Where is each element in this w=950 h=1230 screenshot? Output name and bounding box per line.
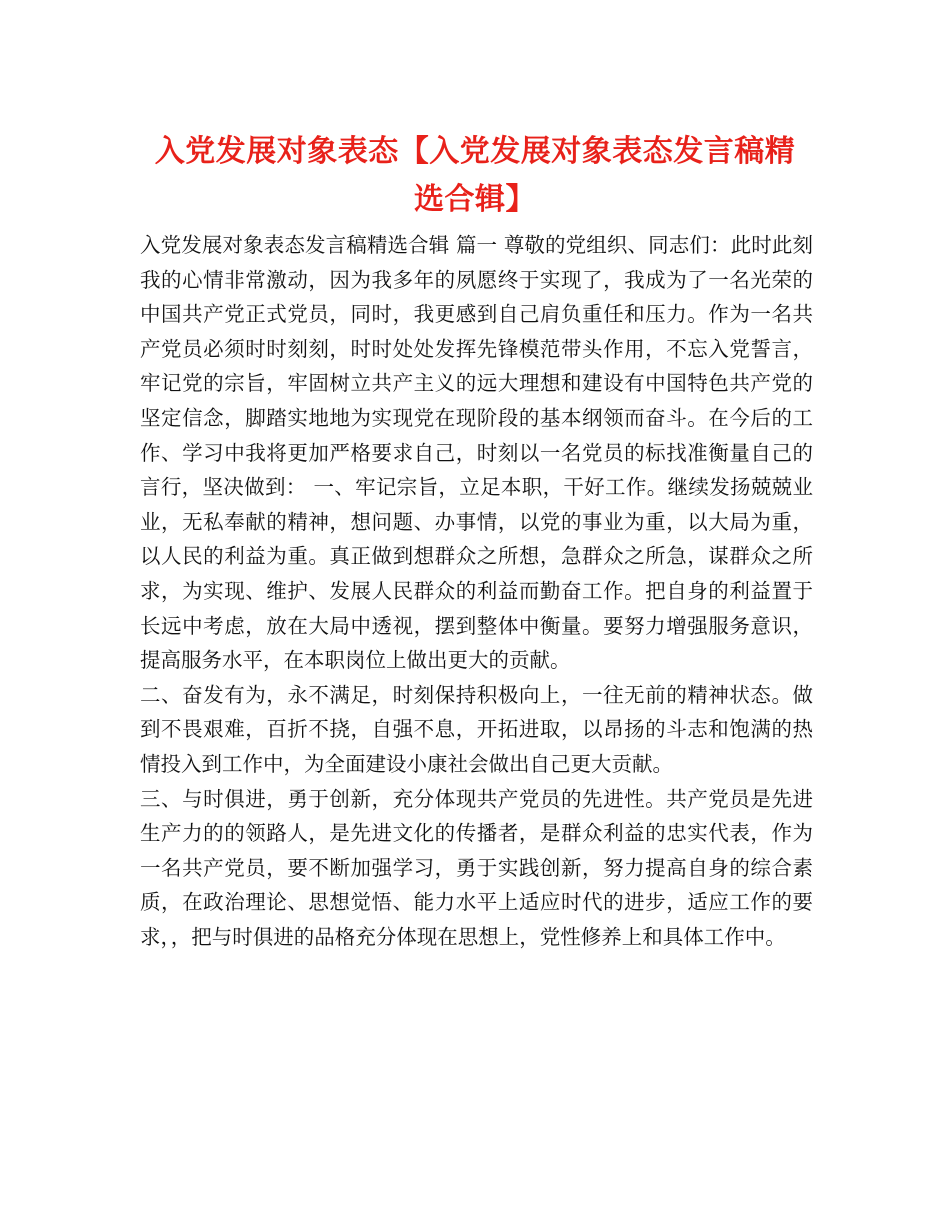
document-body (140, 228, 813, 954)
paragraph-3: 三、与时俱进，勇于创新，充分体现共产党员的先进性。共产党员是先进生产力的的领路人，是先进文化的传播者，是群众利益的忠实代表，作为一名共产党员，要不断加强学习，勇于实践创新，努力提高自身的综合素质，在政治理论、思想觉悟、能力水平上适应时代的进步，适应工作的要求，，把与时俱进的品格充分体现在思想上，党性修养上和具体工作中。 (140, 786, 813, 949)
document-title: 入党发展对象表态【入党发展对象表态发言稿精选合辑】 (154, 134, 796, 217)
paragraph-2: 二、奋发有为，永不满足，时刻保持积极向上，一往无前的精神状态。做到不畏艰难，百折不挠，自强不息，开拓进取，以昂扬的斗志和饱满的热情投入到工作中，为全面建设小康社会做出自己更大贡献。 (140, 682, 813, 776)
paragraph-1: 入党发展对象表态发言稿精选合辑 篇一 尊敬的党组织、同志们：此时此刻我的心情非常激动，因为我多年的夙愿终于实现了，我成为了一名光荣的中国共产党正式党员，同时，我更感到自己肩负重任和压力。作为一名共产党员必须时时刻刻，时时处处发挥先锋模范带头作用，不忘入党誓言，牢记党的宗旨，牢固树立共产主义的远大理想和建设有中国特色共产党的坚定信念，脚踏实地地为实现党在现阶段的基本纲领而奋斗。在今后的工作、学习中我将更加严格要求自己，时刻以一名党员的标找准衡量自己的言行，坚决做到： 一、牢记宗旨，立足本职，干好工作。继续发扬兢兢业业，无私奉献的精神，想问题、办事情，以党的事业为重，以大局为重，以人民的利益为重。真正做到想群众之所想，急群众之所急，谋群众之所求，为实现、维护、发展人民群众的利益而勤奋工作。把自身的利益置于长远中考虑，放在大局中透视，摆到整体中衡量。要努力增强服务意识，提高服务水平，在本职岗位上做出更大的贡献。 (140, 233, 813, 673)
